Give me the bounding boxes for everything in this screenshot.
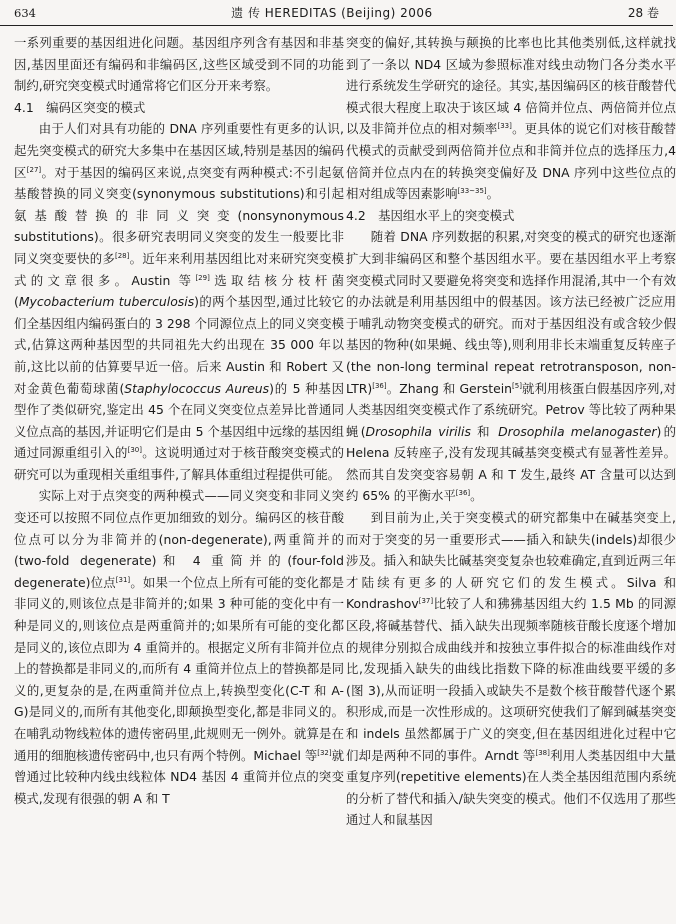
species-name: Drosophila virilis [365,423,471,439]
text-run: 突变的偏好,其转换与颠换的比率也比其他类别低,这样就找到了一条以 ND4 区域为参照标准对线虫动物门各分类水平进行系统发生学研究的途径。其实,基因编码区的核苷酸替代模式很大程度上取决于该区域 4 倍简并位点、两倍简并位点以及非简并位点的相对频率 [346,35,676,137]
text-run: 就利用核蛋白假基因序列,对人类基因组突变模式作了系统研究。Petrov 等比较了两种果蝇( [346,380,676,439]
section-heading-4-1 [14,97,344,119]
citation: [31] [115,575,131,584]
section-title: 基因组水平上的突变模式 [378,207,515,223]
citation: [27] [26,165,42,174]
text-run: 和 [470,423,499,439]
paragraph-genome-level [346,226,676,507]
text-run: 。 [470,488,483,504]
volume-label: 28 卷 [627,6,659,20]
citation: [36] [372,381,387,390]
text-run: 就曾通过比较种内线虫线粒体 ND4 基因 4 重简并位点的突变模式,发现有很强的朝 A 和 T [14,747,345,806]
citation: [28] [115,251,130,260]
text-run: 。 [486,186,500,202]
text-run: 。对于基因的编码区来说,点突变有两种模式:不引起氨基酸替换的同义突变(synonymous substitutions)和引起氨基酸替换的非同义突变(nonsynonymous substitutions)。很多研究表明同义突变的发生一般要比非同义突变要快的多 [14,164,344,266]
running-header [0,0,673,26]
citation: [29] [195,273,210,282]
citation: [30] [127,446,142,455]
text-run: )的两个基因型,通过比较它们全基因组内编码蛋白的 3 298 个同源位点上的同义突变模式,估算这两种基因型的共同祖先大约出现在 35 000 年以前,这比以前的估算要早近一倍。后来 Austin 和 Robert 又对金黄色葡萄球菌( [14,294,344,396]
citation: [37] [418,597,434,606]
paragraph-coding-mutation [14,118,344,485]
paragraph-degenerate-sites [14,485,344,809]
text-run: 利用人类基因组中大量重复序列(repetitive elements)在人类全基因组范围内系统的分析了替代和插入/缺失突变的模式。他们不仅选用了那些通过人和鼠基因 [346,747,676,828]
citation: [33] [497,122,512,131]
text-run: 比较了人和狒狒基因组大约 1.5 Mb 的同源区段,将碱基替代、插入缺失出现频率随核苷酸长度逐个增加的规律分别拟合成曲线并和按独立事件拟合的标准曲线作对比,发现插入缺失的曲线比指数下降的标准曲线要平缓的多(图 3),从而证明一段插入或缺失不是数个核苷酸替代逐个累积形成,而是一次性形成的。这项研究使我们了解到碱基突变和 indels 虽然都属于广义的突变,但在基因组进化过程中它们却是两种不同的事件。Arndt 等 [346,596,676,763]
text-run: )的 Helena 反转座子,没有发现其碱基突变模式有显著性差异。然而其自发突变容易朝 A 和 T 发生,最终 AT 含量可以达到约 65% 的平衡水平 [346,423,676,504]
text-run: 随着 DNA 序列数据的积累,对突变的模式的研究也逐渐扩大到非编码区和整个基因组水平。要在基因组水平上考察突变模式同时又要避免将突变和选择作用混淆,其中一个有效的办法就是利用基因组中的假基因。该方法已经被广泛应用于哺乳动物突变模式的研究。而对于基因组没有或含较少假基因的物种(如果蝇、线虫等),则利用非长末端重复反转座子(the non-long terminal repeat retrotransposon, non-LTR) [346,229,676,396]
journal-title: 遗 传 HEREDITAS (Beijing) 2006 [231,6,433,20]
citation: [33~35] [457,187,487,196]
text-run: 。近年来利用基因组比对来研究突变模式的文章很多。Austin 等 [14,250,344,288]
text-run: 。更具体的说它们对核苷酸替代模式的贡献受到两倍简并位点和非简并位点的选择压力,4 倍简并位点内在的转换突变偏好及 DNA 序列中这些位点的相对组成等因素影响 [346,121,676,202]
section-number: 4.1 [14,99,34,115]
intro-paragraph: 一系列重要的基因组进化问题。基因组序列含有基因和非基因,基因里面还有编码和非编码区,这些区域受到不同的功能制约,研究突变模式时通常将它们区分开来考察。 [14,35,344,94]
citation: [36] [455,489,471,498]
text-run: 。如果一个位点上所有可能的变化都是非同义的,则该位点是非简并的;如果 3 种可能的变化中有一种是同义的,则该位点是两重简并的;如果所有可能的变化都是同义的,该位点即为 4 重简并的。根据定义所有非简并位点上的替换都是非同义的,而所有 4 重简并位点上的替换都是同义的,更复杂的是,在两重简并位点上,转换型变化(C-T 和 A-G)是同义的,而所有其他变化,即颠换型变化,都是非同义的。在哺乳动物线粒体的遗传密码里,此规则无一例外。就算是在通用的细胞核遗传密码中,也只有两个特例。Michael 等 [14,574,344,763]
text-run: 。这说明通过对于核苷酸突变模式的研究可以为重现相关重组事件,了解具体重组过程提供可能。 [14,445,344,482]
text-run: 。Zhang 和 Gerstein [386,380,513,396]
section-number: 4.2 [346,207,366,223]
continued-paragraph [346,32,676,205]
species-name: Mycobacterium tuberculosis [18,294,195,310]
right-column [346,32,676,920]
citation: [32] [317,748,332,757]
text-run: 由于人们对具有功能的 DNA 序列重要性有更多的认识,起先突变模式的研究大多集中在基因区域,特别是基因的编码区 [14,121,344,180]
text-run: 选取结核分枝杆菌( [14,272,344,310]
species-name: Drosophila melanogaster [498,423,657,439]
section-heading-4-2 [346,205,676,227]
citation: [38] [535,748,550,757]
left-column [14,32,344,920]
citation: [5] [512,381,522,390]
text-run: 实际上对于点突变的两种模式——同义突变和非同义突变还可以按照不同位点作更加细致的划分。编码区的核苷酸位点可以分为非简并的(non-degenerate),两重简并的(two-fold degenerate)和 4 重简并的(four-fold degenerate)位点 [14,488,344,590]
text-run: 到目前为止,关于突变模式的研究都集中在碱基突变上,而对于突变的另一重要形式——插入和缺失(indels)却很少涉及。插入和缺失比碱基突变复杂也较难确定,直到近两三年才陆续有更多的人研究它们的发生模式。Silva 和 Kondrashov [346,510,676,612]
text-run: )的 5 种基因型作了类似研究,鉴定出 45 个在同义突变位点差异比普通同义位点高的基因,并证明它们是由 5 个基因组中远缘的基因组通过同源重组引入的 [14,380,344,461]
page-number: 634 [14,5,36,20]
species-name: Staphylococcus Aureus [124,380,270,396]
paragraph-indels [346,507,676,831]
section-title: 编码区突变的模式 [46,99,146,115]
